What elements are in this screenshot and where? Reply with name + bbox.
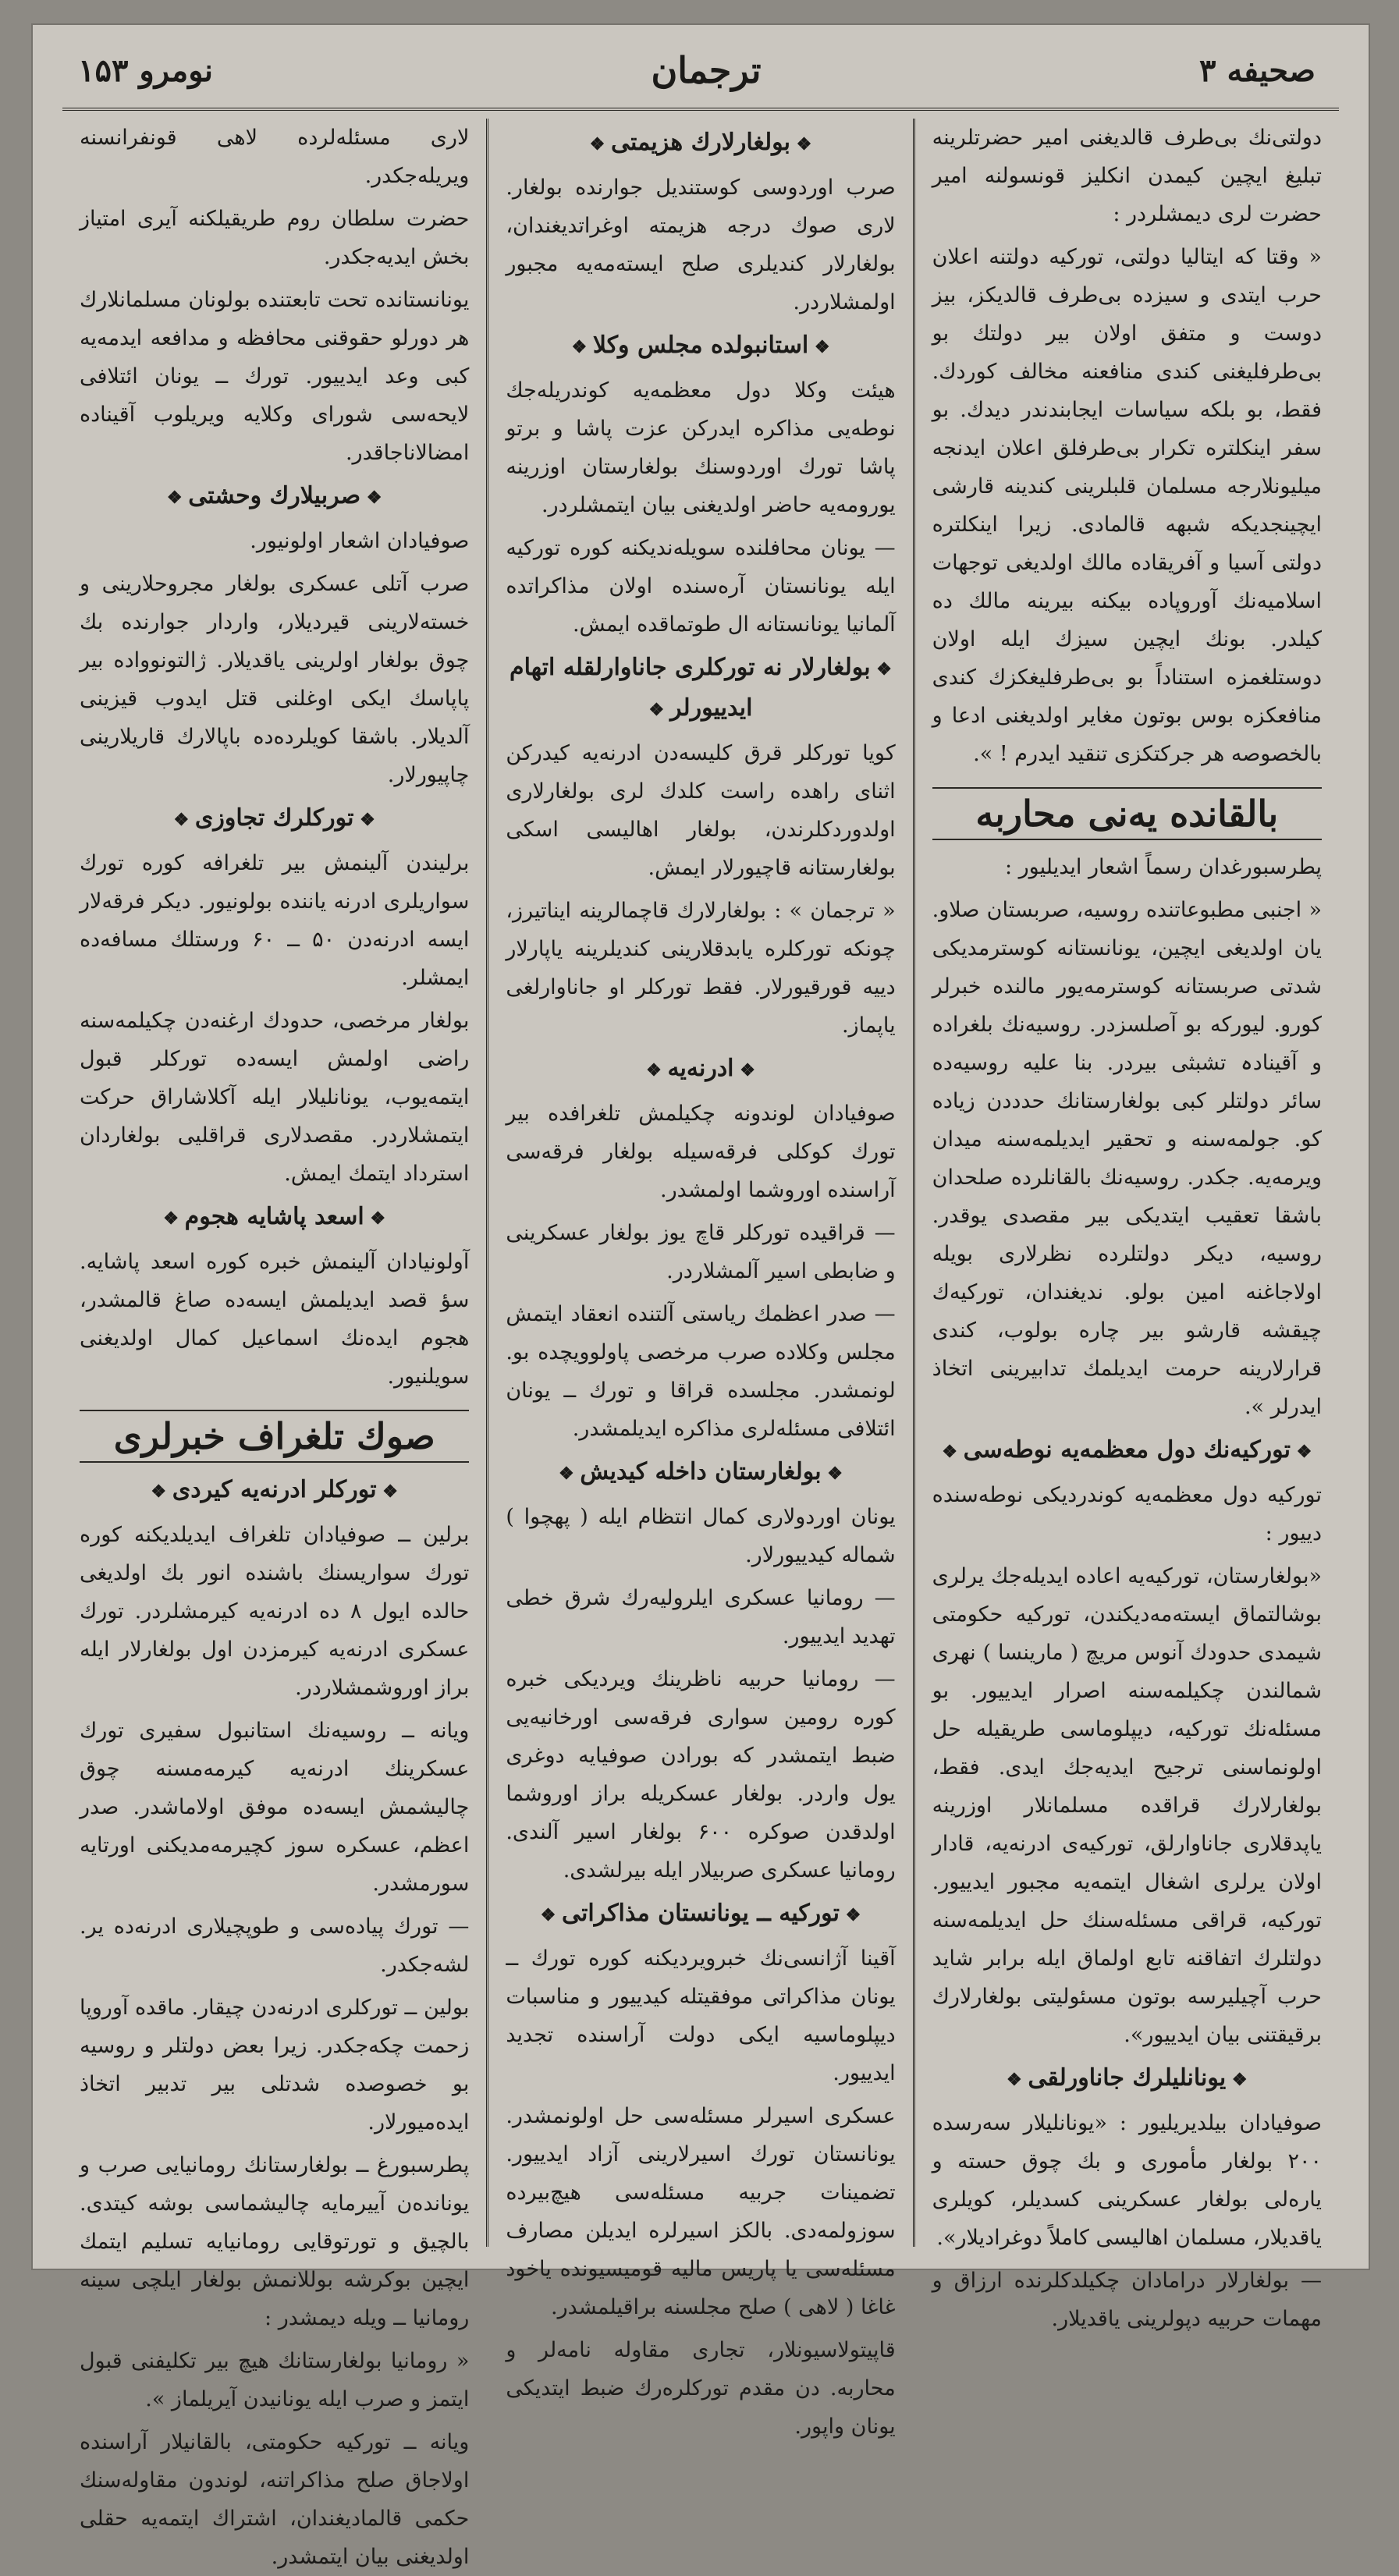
- paragraph: صوفیادان لوندونه چکیلمش تلغرافده بیر تورك کوکلی فرقه‌سیله بولغار فرقه‌سی آراسنده اوروشما اولمشدر.: [506, 1102, 896, 1202]
- paragraph: — رومانیا حربیه ناظرینك ویردیکی خبره کوره رومین سواری فرقه‌سی اورخانیه‌یی ضبط ایتمشدر که بورادن صوفیایه دوغری یول واردر. بولغار عسکریله براز اوروشما اولدقدن صوکره ۶۰۰ بولغار اسیر آلندی. رومانیا عسکری صربیلار ایله بیرلشدی.: [506, 1667, 896, 1882]
- paragraph: هیئت وکلا دول معظمه‌یه کوندریله‌جك نوطه‌یی مذاکره ایدرکن عزت پاشا و برتو پاشا تورك اوردوسنك بولغارستان اوزرینه یورومه‌یه حاضر اولدیغنی بیان ایتمشلردر.: [506, 378, 896, 517]
- subheading: ❖ یونانلیلرك جاناورلقی ❖: [932, 2059, 1322, 2099]
- column-right: [915, 119, 1339, 2331]
- paragraph: صرب اوردوسی کوستندیل جوارنده بولغار. لاری صوك درجه هزیمته اوغراتدیغندان، بولغارلار کندیلری صلح ایسته‌مه‌یه مجبور اولمشلاردر.: [506, 176, 896, 314]
- paragraph: صوفیادان بیلدیریلیور : «یونانلیلار سه‌رسده ۲۰۰ بولغار مأموری و بك چوق حسته و یارەلی بولغار عسکرینی کسدیلر، کویلری یاقدیلار، مسلمان اهالیسی کاملاً دوغرادیلار».: [932, 2111, 1322, 2250]
- subheading: ❖ بولغارلار نه تورکلری جاناوارلقله اتهام ایدییورلر ❖: [506, 648, 895, 729]
- paragraph: — صدر اعظمك ریاستی آلتنده انعقاد ایتمش مجلس وکلاده صرب مرخصی پاولوویچده بو. لونمشدر. مجلسده قراقا و تورك ــ یونان ائتلافی مسئله‌لری مذاکره ایدیلمشدر.: [506, 1302, 896, 1441]
- paragraph: پطرسبورغ ــ بولغارستانك رومانیایی صرب و یونانده‌ن آییرمایه چالیشماسی بوشه کیتدی. بالچیق و تورتوقایی رومانیایه تسلیم ایتمك ایچین بوکرشه بوللانمش بولغار ایلچی سینه رومانیا ــ ویله دیمشدر :: [80, 2153, 470, 2330]
- paragraph: — قراقیده تورکلر قاچ یوز بولغار عسکرینی و ضابطی اسیر آلمشلاردر.: [506, 1221, 896, 1283]
- paragraph: — یونان محافلنده سویله‌ندیکنه کوره تورکیه ایله یونانستان آره‌سنده اولان مذاکراتده آلمانیا یونانستانه ال طوتماقده ایمش.: [506, 536, 896, 637]
- paragraph: ویانه ــ تورکیه حکومتی، بالقانیلار آراسنده اولاجاق صلح مذاکراتنه، لوندون مقاوله‌سنك حکمی قالمادیغندان، اشتراك ایتمه‌یه حقلی اولدیغنی بیان ایتمشدر.: [80, 2430, 470, 2569]
- column-left: [62, 119, 488, 2569]
- subheading: ❖ اسعد پاشایه هجوم ❖: [80, 1198, 469, 1238]
- paragraph: برلین ــ صوفیادان تلغراف ایدیلدیکنه کوره تورك سواریسنك باشنده انور بك اولدیغی حالده ایول ۸ ده ادرنه‌یه کیرمشلردر. تورك عسکری ادرنه‌یه کیرمزدن اول بولغارلار ایله براز اوروشمشلاردر.: [80, 1523, 470, 1700]
- paragraph: پطرسبورغدان رسماً اشعار ایدیلیور :: [1004, 855, 1322, 879]
- paragraph: لاری مسئله‌لرده لاهی قونفرانسنه ویریله‌جکدر.: [80, 126, 470, 188]
- paragraph: آقینا آژانسی‌نك خبرویردیکنه کوره تورك ــ یونان مذاکراتی موفقیتله کیدییور و مناسبات دیپلوماسیه ایکی دولت آراسنده تجدید ایدییور.: [506, 1946, 896, 2085]
- paragraph: بولین ــ تورکلری ادرنه‌دن چیقار. ماقده آوروپا زحمت چکه‌جکدر. زیرا بعض دولتلر و روسیه بو خصوصده شدتلی بیر تدبیر اتخاذ ایده‌میورلار.: [80, 1996, 470, 2134]
- paragraph: حضرت سلطان روم طریقیلکنه آیری امتیاز بخش ایدیه‌جکدر.: [80, 207, 470, 269]
- paragraph: کویا تورکلر قرق کلیسه‌دن ادرنه‌یه کیدرکن اثنای راهده راست کلدك لری بولغارلاری اولدوردکلرندن، بولغار اهالیسی اسکی بولغارستانه قاچیورلار ایمش.: [506, 741, 896, 880]
- page-header: [31, 23, 1370, 117]
- subheading: ❖ بولغارستان داخله کیدیش ❖: [506, 1453, 895, 1493]
- paragraph: آولونیادان آلینمش خبره کوره اسعد پاشایه. سؤ قصد ایدیلمش ایسه‌ده صاغ قالمشدر، هجوم ایده‌نك اسماعیل کمال اولدیغنی سویلنیور.: [80, 1250, 470, 1389]
- paragraph: صرب آتلی عسکری بولغار مجروحلارینی و خسته‌لارینی قیردیلار، واردار جوارنده بك چوق بولغار اولرینی یاقدیلار. ژالتونوواده بیر پاپاسك ایکی اوغلنی قتل ایدوب قیزینی آلدیلار. باشقا کویلرده‌ده باپالارك قاریلارینی چاپیورلار.: [80, 572, 470, 787]
- subheading: ❖ استانبولده مجلس وکلا ❖: [506, 326, 895, 367]
- subheading: ❖ تورکیه‌نك دول معظمه‌یه نوطه‌سی ❖: [932, 1431, 1322, 1471]
- columns: [62, 119, 1339, 2569]
- masthead-title: ترجمان: [651, 49, 762, 91]
- subheading: ❖ تورکلرك تجاوزی ❖: [80, 799, 469, 839]
- paragraph: « رومانیا بولغارستانك هیچ بیر تکلیفنی قبول ایتمز و صرب ایله یونانیدن آیریلماز ».: [80, 2349, 470, 2411]
- paragraph: یونان اوردولاری کمال انتظام ایله ( پهچوا ) شماله کیدییورلار.: [506, 1505, 896, 1567]
- header-rule: [62, 108, 1339, 111]
- section-headline: بالقانده یه‌نی محاربه: [932, 787, 1322, 840]
- subheading: ❖ ادرنه‌یه ❖: [506, 1049, 895, 1090]
- paragraph: برلیندن آلینمش بیر تلغرافه کوره تورك سواریلری ادرنه یاننده بولونیور. دیکر فرقه‌لار ایسه ادرنه‌دن ۵۰ ــ ۶۰ ورستلك مسافه‌ده ایمشلر.: [80, 851, 470, 990]
- subheading: ❖ تورکلر ادرنه‌یه کیردی ❖: [80, 1471, 469, 1511]
- newspaper-page: [31, 23, 1370, 2569]
- subheading: ❖ صربیلارك وحشتی ❖: [80, 477, 469, 517]
- column-middle: [488, 119, 914, 2439]
- issue-number: نومرو ۱۵۳: [78, 51, 213, 89]
- paragraph: — بولغارلار درامادان چکیلدکلرنده ارزاق و مهمات حربیه دپولرینی یاقدیلار.: [932, 2269, 1322, 2331]
- paragraph: یونانستانده تحت تابعتنده بولونان مسلمانلارك هر دورلو حقوقنی محافظه و مدافعه ایدمه‌یه کبی وعد ایدییور. تورك ــ یونان ائتلافی لایحه‌سی شورای وکلایه ویریلوب آقیناده امضالاناجاقدر.: [80, 288, 470, 465]
- paragraph: « وقتا که ایتالیا دولتی، تورکیه دولتنه اعلان حرب ایتدی و سیزده بی‌طرف قالدیکز، بیز دوست و متفق اولان بیر دولتك بو بی‌طرفلیغنی کندی منافعنه مخالف کوردك. فقط، بو بلکه سیاسات ایجابندندر دیدك. بو سفر اینکلتره تکرار بی‌طرفلق اعلان ایدنجه میلیونلارجه مسلمان قلبلرینی کندینه قارشی ایچینجدیکه شبهه قالمادی. زیرا اینکلتره دولتی آسیا و آفریقاده مالك اولدیغی توجهات اسلامیه‌نك آوروپاده بیکنه بیرینه مالك ده کیلدر. بونك ایچین سیزك ایله اولان دوستلغمزه استناداً بو بی‌طرفلیغکزك کندی منافعکزه بوس بوتون مغایر اولدیغنی ادعا و بالخصوصه هر جرکتکزی تنقید ایدرم ! ».: [932, 245, 1322, 766]
- paragraph: « اجنبی مطبوعاتنده روسیه، صربستان صلاو. یان اولدیغی ایچین، یونانستانه کوسترمدیکی شدتی صربستانه کوسترمه‌یور مالنده خبرلر کورو. لیورکه بو آصلسزدر. روسیه‌نك بلغراده و آقینادہ تشبثی بیردر. بنا علیه روسیه‌ده سائر دولتلر کبی بولغارستانك حدددن زیاده کو. جولمه‌سنه و تحقیر ایدیلمه‌سنه میدان ویرمه‌یه. جکدر. روسیه‌نك بالقانلرده صلحدان باشقا تعقیب ایتدیکی بیر مقصدی یوقدر. روسیه، دیکر دولتلرده نظرلاری بویله اولاجاغنه امین بولو. نديغندان، تورکیه‌ك چیقشه قارشو بیر چاره بولوب، کندی قرارلارینه حرمت ایدیلمك تدابیرینی اتخاذ ایدرلر ».: [932, 898, 1322, 1419]
- paragraph: « ترجمان » : بولغارلارك قاچمالرینه ایناتیرز، چونکه تورکلره یابدقلارینی کندیلرینه یاپارلار دییه قورقیورلار. فقط تورکلر او جاناوارلغی یاپماز.: [506, 899, 896, 1038]
- paragraph: — رومانیا عسکری ایلرولیه‌رك شرق خطی تهدید ایدییور.: [506, 1586, 896, 1648]
- paragraph: — تورك پیاده‌سی و طوپچیلاری ادرنه‌ده یر. لشه‌جکدر.: [80, 1914, 470, 1977]
- subheading: ❖ بولغارلارك هزیمتی ❖: [506, 123, 895, 164]
- subheading: ❖ تورکیه ــ یونانستان مذاکراتی ❖: [506, 1894, 895, 1935]
- paragraph: ویانه ــ روسیه‌نك استانبول سفیری تورك عسکرینك ادرنه‌یه کیرمه‌مسنه چوق چالیشمش ایسه‌ده موفق اولاماشدر. صدر اعظم، عسکره سوز کچیرمه‌مدیکنی اورتایه سورمشدر.: [80, 1719, 470, 1896]
- paragraph: بولغار مرخصی، حدودك ارغنه‌دن چکیلمه‌سنه راضی اولمش ایسه‌ده تورکلر قبول ایتمه‌یوب، یونانلیلار ایله آکلاشاراق حرکت ایتمشلاردر. مقصدلاری قراقلیی بولغاردان استرداد ایتمك ایمش.: [80, 1009, 470, 1186]
- section-headline: صوك تلغراف خبرلری: [80, 1410, 469, 1463]
- paragraph: «بولغارستان، تورکیه‌یه اعاده ایدیله‌جك یرلری بوشالتماق ایسته‌مه‌دیکندن، تورکیه حکومتی شیمدی حدودك آنوس مریچ ( مارینسا ) نهری شمالندن چکیلمه‌سنه اصرار ایدییور. بو مسئله‌نك تورکیه، دیپلوماسی طریقیله حل اولونماسنی ترجیح ایدیه‌جك ایدی. فقط، بولغارلارك قراقده مسلمانلار اوزرینه یاپدقلاری جاناوارلق، تورکیه‌ی ادرنه‌یه، قادار اولان یرلری اشغال ایتمه‌یه مجبور ایدییور. تورکیه، قراقی مسئله‌سنك حل ایدیلمه‌سنه دولتلرك اتفاقنه تابع اولماق ایله برابر شاید حرب آچیلیرسه بوتون مسئولیتی بولغارلارك برقیقتنی بیان ایدییور».: [932, 1564, 1322, 2047]
- paragraph: صوفیادان اشعار اولونیور.: [250, 529, 470, 553]
- paragraph: قاپیتولاسیونلار، تجاری مقاوله نامه‌لر و محاربه. دن مقدم تورکلره‌رك ضبط ایتدیکی یونان واپور.: [506, 2338, 896, 2439]
- paragraph: دولتی‌نك بی‌طرف قالدیغنی امیر حضرتلرینه تبلیغ ایچین کیمدن انکلیز قونسولنه امیر حضرت لری دیمشلردر :: [932, 126, 1322, 226]
- paragraph: تورکیه دول معظمه‌یه کوندردیکی نوطه‌سنده دییور :: [932, 1483, 1322, 1545]
- page-number: صحیفه ۳: [1199, 51, 1316, 89]
- paragraph: عسکری اسیرلر مسئله‌سی حل اولونمشدر. یونانستان تورك اسیرلارینی آزاد ایدییور. تضمینات جربیه مسئله‌سی هیچ‌بیرده سوزولمه‌دی. بالکز اسیرلره ایدیلن مصارف مسئله‌سی یا پاریس مالیه قومیسیونده یاخود غاغا ( لاهی ) صلح مجلسنه براقیلمشدر.: [506, 2104, 896, 2319]
